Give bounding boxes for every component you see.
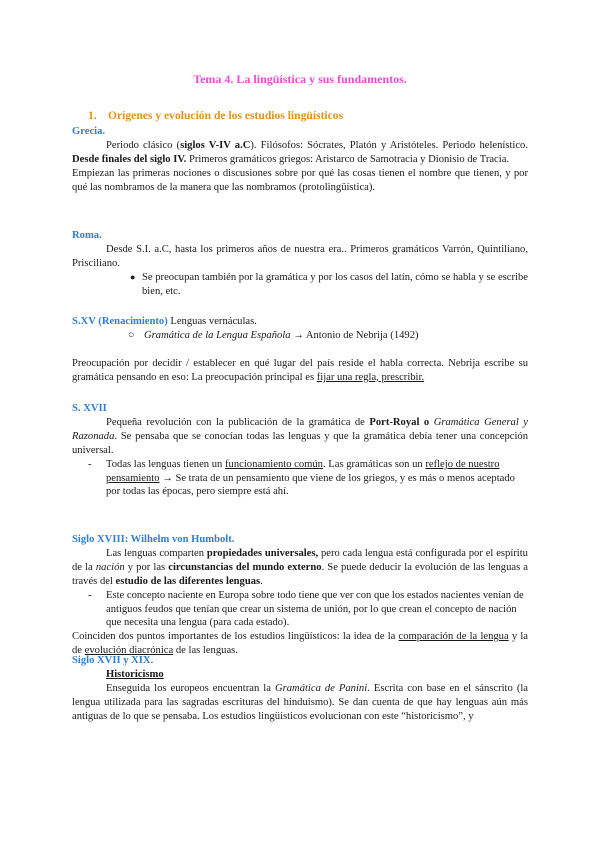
s19-heading: Siglo XVII y XIX. <box>72 655 154 666</box>
s18-paragraph-1: Las lenguas comparten propiedades universales, pero cada lengua está configurada por el espíritu de la nación y por las circunstancias del mundo externo. Se puede deducir la evolución de las lenguas a través del estudio de las diferentes lenguas. <box>72 547 528 587</box>
s18-dash-item: - Este concepto naciente en Europa sobre todo tiene que ver con que los estados nacientes venían de antiguos feudos que tenían que crear un sistema de unión, por lo que crean el concepto de nación que necesita una lengua (para cada estado). <box>88 589 524 629</box>
renacimiento-heading: S.XV (Renacimiento) Lenguas vernáculas. <box>72 316 257 327</box>
section-number: 1. <box>88 109 97 122</box>
renacimiento-paragraph: Preocupación por decidir / establecer en qué lugar del país reside el habla correcta. Nebrija escribe su gramática pensando en eso: La preocupación principal es fijar una regla, prescribir. <box>72 357 528 383</box>
circle-bullet-icon: ○ <box>128 329 135 341</box>
renacimiento-block <box>72 315 528 385</box>
s17-paragraph: Pequeña revolución con la publicación de la gramática de Port-Royal o Gramática General y Razonada. Se pensaba que se conocían todas las lenguas y que la gramática debía tener una concepción universal. <box>72 416 528 456</box>
s19-block <box>72 654 528 724</box>
roma-block <box>72 229 528 299</box>
s19-paragraph: Enseguida los europeos encuentran la Gramática de Panini. Escrita con base en el sánscrito (la lengua utilizada para las sagradas escrituras del hinduismo). Se dan cuenta de que hay lenguas aún más antiguas de lo que se pensaba. Los estudios lingüísticos evolucionan con este “historicismo”, y <box>72 682 528 722</box>
section-heading-text: Orígenes y evolución de los estudios lingüísticos <box>108 109 344 122</box>
s17-dash-item: - Todas las lenguas tienen un funcionamiento común. Las gramáticas son un reflejo de nuestro pensamiento → Se trata de un pensamiento que viene de los griegos, y es más o menos aceptado por todas las épocas, pero siempre está ahí. <box>88 458 515 498</box>
s18-heading: Siglo XVIII: Wilhelm von Humbolt. <box>72 534 235 545</box>
document-title: Tema 4. La lingüística y sus fundamentos. <box>193 72 407 86</box>
s18-block <box>72 533 528 658</box>
dash-bullet: - <box>88 458 92 470</box>
bullet-icon: ● <box>130 271 136 282</box>
roma-paragraph-1: Desde S.I. a.C, hasta los primeros años de nuestra era.. Primeros gramáticos Varrón, Quintiliano, Prisciliano. <box>72 243 528 269</box>
grecia-heading: Grecia. <box>72 126 106 137</box>
s17-heading: S. XVII <box>72 403 107 414</box>
s17-block <box>72 402 528 499</box>
roma-bullet-item: ● Se preocupan también por la gramática y por los casos del latín, cómo se habla y se escribe bien, etc. <box>130 271 528 297</box>
grecia-paragraph-2: Empiezan las primeras nociones o discusiones sobre por qué las cosas tienen el nombre que tienen, y por qué las nombramos de la manera que las nombramos (protolingüística). <box>72 167 528 193</box>
historicismo-subheading: Historicismo <box>106 668 164 680</box>
grecia-block <box>72 125 528 195</box>
roma-heading: Roma. <box>72 230 102 241</box>
dash-bullet: - <box>88 589 92 601</box>
section-heading <box>88 109 343 123</box>
s18-paragraph-2: Coinciden dos puntos importantes de los estudios lingüísticos: la idea de la comparación de la lengua y la de evolución diacrónica de las lenguas. <box>72 631 528 657</box>
grecia-paragraph-1: Periodo clásico (siglos V-IV a.C). Filósofos: Sócrates, Platón y Aristóteles. Periodo helenístico. Desde finales del siglo IV. Primeros gramáticos griegos: Aristarco de Samotracia y Dionisio de Tracia. <box>72 139 528 165</box>
nebrija-item: ○ Gramática de la Lengua Española → Antonio de Nebrija (1492) <box>128 329 419 341</box>
